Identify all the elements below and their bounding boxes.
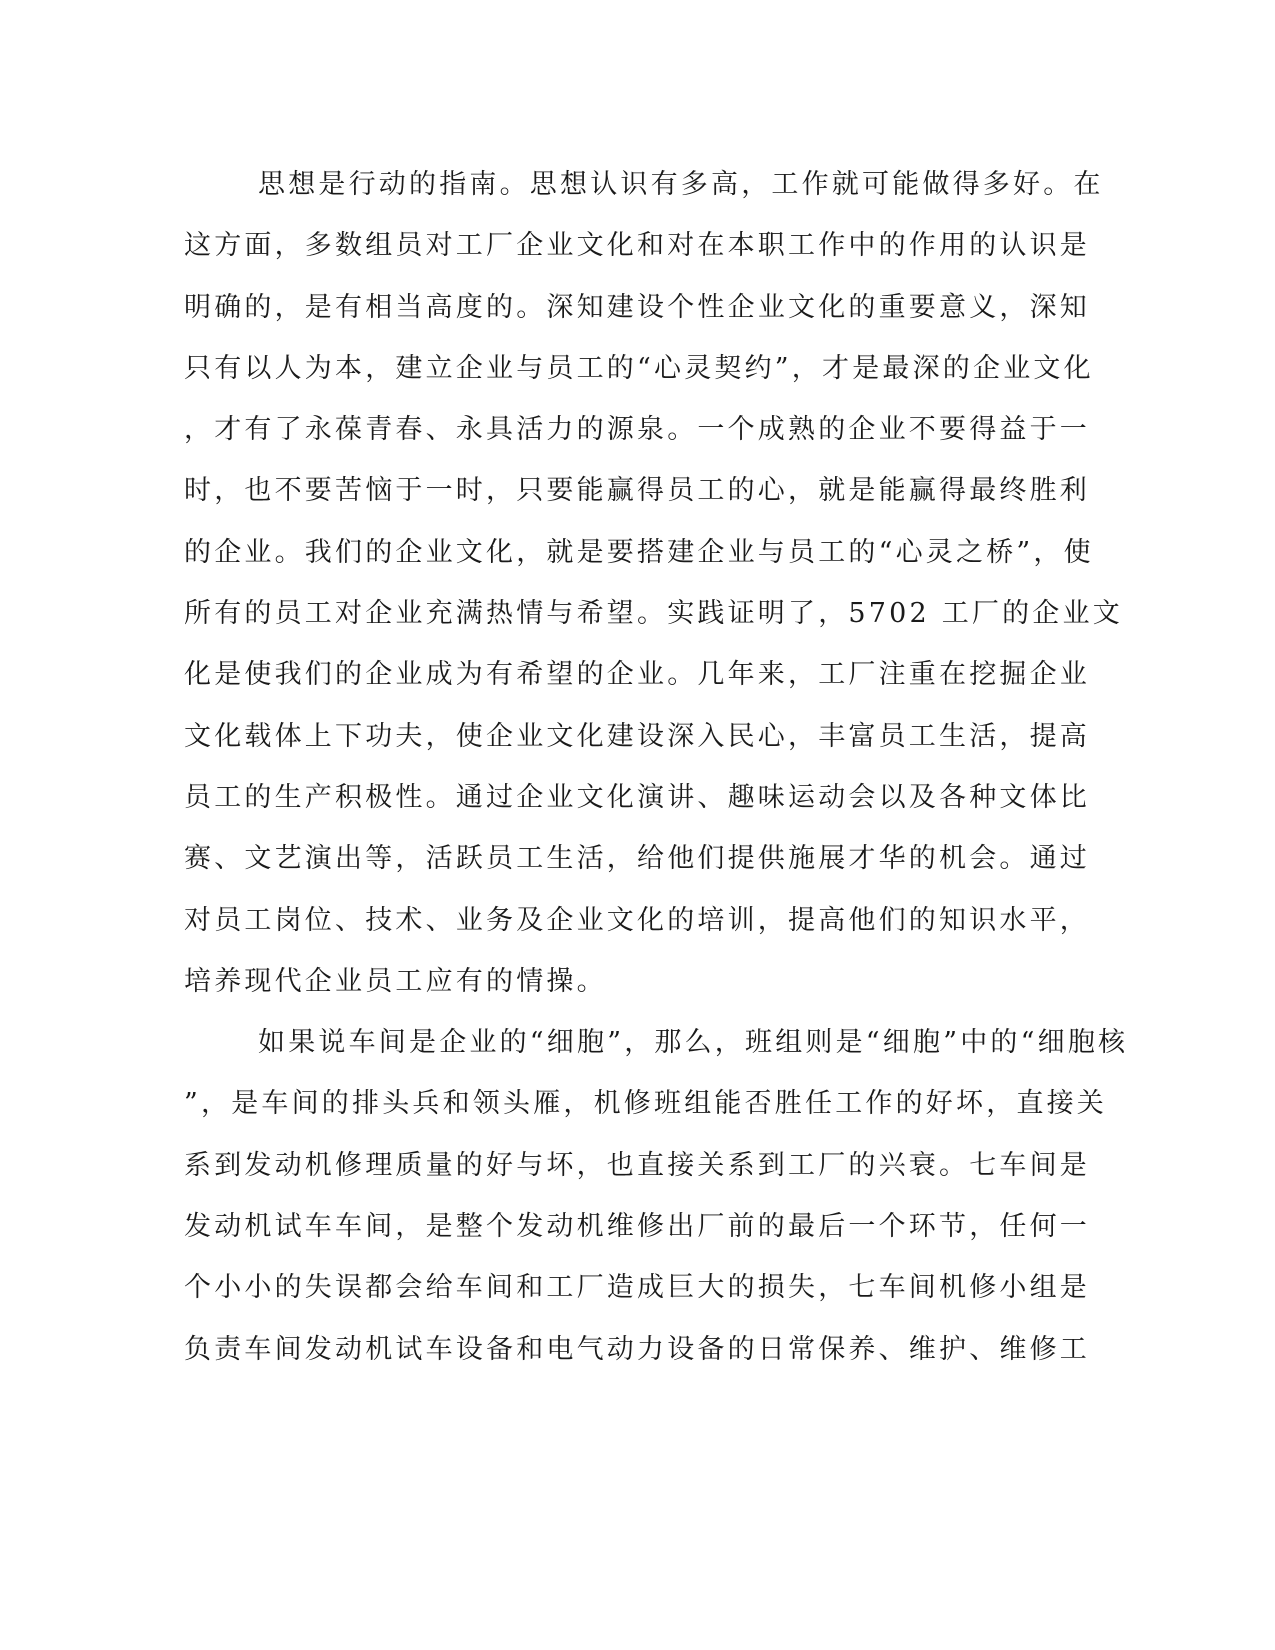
text-line: 时，也不要苦恼于一时，只要能赢得员工的心，就是能赢得最终胜利 bbox=[184, 475, 1090, 507]
text-line: 这方面，多数组员对工厂企业文化和对在本职工作中的作用的认识是 bbox=[184, 230, 1090, 262]
text-line: 负责车间发动机试车设备和电气动力设备的日常保养、维护、维修工 bbox=[184, 1333, 1090, 1365]
text-line: 如果说车间是企业的“细胞”，那么，班组则是“细胞”中的“细胞核 bbox=[258, 1027, 1129, 1059]
text-line: 文化载体上下功夫，使企业文化建设深入民心，丰富员工生活，提高 bbox=[184, 720, 1090, 752]
text-line: 所有的员工对企业充满热情与希望。实践证明了，5702 工厂的企业文 bbox=[184, 598, 1123, 630]
text-line: 个小小的失误都会给车间和工厂造成巨大的损失，七车间机修小组是 bbox=[184, 1272, 1090, 1304]
text-line: ，才有了永葆青春、永具活力的源泉。一个成熟的企业不要得益于一 bbox=[184, 414, 1090, 446]
text-line: ”，是车间的排头兵和领头雁，机修班组能否胜任工作的好坏，直接关 bbox=[184, 1088, 1108, 1120]
text-line: 的企业。我们的企业文化，就是要搭建企业与员工的“心灵之桥”，使 bbox=[184, 536, 1094, 568]
text-line: 只有以人为本，建立企业与员工的“心灵契约”，才是最深的企业文化 bbox=[184, 352, 1094, 384]
text-line: 员工的生产积极性。通过企业文化演讲、趣味运动会以及各种文体比 bbox=[184, 781, 1090, 813]
text-line: 系到发动机修理质量的好与坏，也直接关系到工厂的兴衰。七车间是 bbox=[184, 1149, 1090, 1181]
text-line: 明确的，是有相当高度的。深知建设个性企业文化的重要意义，深知 bbox=[184, 291, 1090, 323]
text-line: 赛、文艺演出等，活跃员工生活，给他们提供施展才华的机会。通过 bbox=[184, 843, 1090, 875]
text-line: 发动机试车车间，是整个发动机维修出厂前的最后一个环节，任何一 bbox=[184, 1211, 1090, 1243]
text-line: 思想是行动的指南。思想认识有多高，工作就可能做得多好。在 bbox=[258, 169, 1104, 200]
paragraph-1 bbox=[184, 154, 1123, 1012]
text-line: 化是使我们的企业成为有希望的企业。几年来，工厂注重在挖掘企业 bbox=[184, 659, 1090, 691]
text-line: 对员工岗位、技术、业务及企业文化的培训，提高他们的知识水平， bbox=[184, 904, 1090, 936]
text-line: 培养现代企业员工应有的情操。 bbox=[184, 965, 607, 997]
document-body bbox=[184, 154, 1129, 1380]
paragraph-2 bbox=[184, 1012, 1129, 1380]
